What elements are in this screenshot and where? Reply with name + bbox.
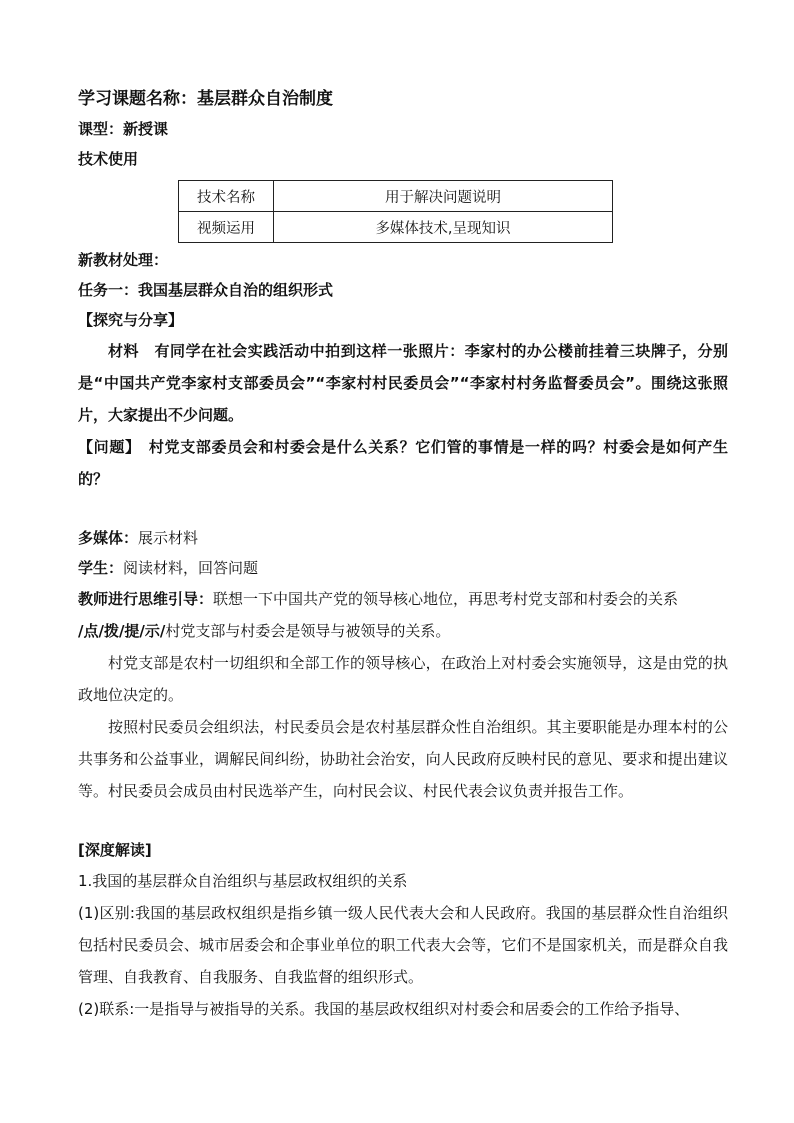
explore-heading: 【探究与分享】 (78, 311, 184, 329)
table-row (179, 212, 613, 243)
task1-heading: 任务一：我国基层群众自治的组织形式 (78, 281, 334, 299)
document-page (78, 84, 728, 1025)
deep-reading-item-1: 1.我国的基层群众自治组织与基层政权组织的关系 (78, 872, 408, 890)
table-cell: 视频运用 (179, 212, 274, 243)
table-cell: 多媒体技术,呈现知识 (274, 212, 613, 243)
body-paragraph-1: 村党支部是农村一切组织和全部工作的领导核心，在政治上对村委会实施领导，这是由党的执政地位决定的。 (78, 654, 728, 704)
multimedia-label: 多媒体： (78, 529, 139, 547)
page-title: 学习课题名称：基层群众自治制度 (78, 89, 333, 109)
multimedia-text: 展示材料 (138, 529, 199, 547)
multimedia-line (78, 523, 728, 553)
tech-heading: 技术使用 (78, 150, 139, 168)
question-paragraph (78, 431, 728, 495)
teacher-label: 教师进行思维引导： (78, 590, 214, 608)
teacher-paragraph (78, 583, 728, 647)
student-label: 学生： (78, 559, 124, 577)
student-line (78, 553, 728, 583)
table-header-cell: 用于解决问题说明 (274, 181, 613, 212)
student-text: 阅读材料，回答问题 (123, 559, 259, 577)
tech-table (178, 180, 613, 243)
hint-text: 村党支部与村委会是领导与被领导的关系。 (165, 622, 451, 640)
deep-reading-item-3: (2)联系:一是指导与被指导的关系。我国的基层政权组织对村委会和居委会的工作给予指导、 (78, 1000, 690, 1018)
lesson-type: 课型：新授课 (78, 120, 169, 138)
question-text: 村党支部委员会和村委会是什么关系？它们管的事情是一样的吗？村委会是如何产生的？ (78, 438, 728, 488)
deep-reading-item-2: (1)区别:我国的基层政权组织是指乡镇一级人民代表大会和人民政府。我国的基层群众性自治组织包括村民委员会、城市居委会和企事业单位的职工代表大会等，它们不是国家机关，而是群众自我管理、自我教育、自我服务、自我监督的组织形式。 (78, 904, 728, 986)
table-header-row (179, 181, 613, 212)
material-paragraph: 材料 有同学在社会实践活动中拍到这样一张照片：李家村的办公楼前挂着三块牌子，分别是“中国共产党李家村支部委员会”“李家村村民委员会”“李家村村务监督委员会”。围绕这张照片，大家提出不少问题。 (78, 342, 728, 424)
teacher-text: 联想一下中国共产党的领导核心地位，再思考村党支部和村委会的关系 (213, 590, 679, 608)
spacer (78, 807, 728, 835)
spacer (78, 495, 728, 523)
deep-reading-heading: [深度解读] (78, 841, 152, 859)
body-paragraph-2: 按照村民委员会组织法，村民委员会是农村基层群众性自治组织。其主要职能是办理本村的公共事务和公益事业，调解民间纠纷，协助社会治安，向人民政府反映村民的意见、要求和提出建议等。村民委员会成员由村民选举产生，向村民会议、村民代表会议负责并报告工作。 (78, 718, 728, 800)
table-header-cell: 技术名称 (179, 181, 274, 212)
new-material-heading: 新教材处理： (78, 251, 169, 269)
question-label: 【问题】 (78, 438, 134, 456)
hint-label: /点/拨/提/示/ (78, 622, 166, 640)
